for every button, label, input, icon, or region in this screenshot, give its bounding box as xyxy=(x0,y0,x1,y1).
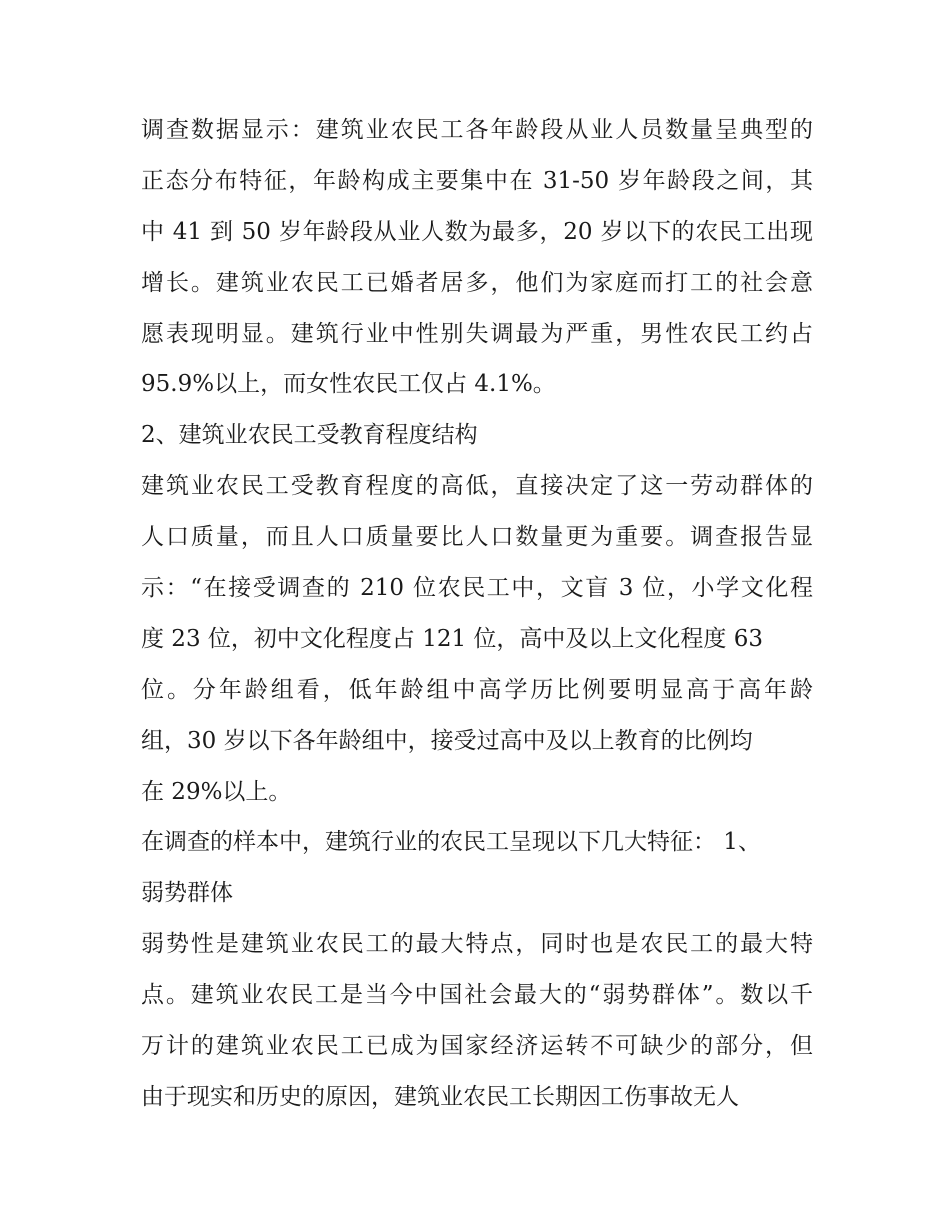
text-line: 组，30 岁以下各年龄组中，接受过高中及以上教育的比例均 xyxy=(141,727,753,754)
document-body xyxy=(141,105,813,1123)
section-heading: 弱势群体 xyxy=(141,880,233,907)
text-line: 建筑业农民工受教育程度的高低，直接决定了这一劳动群体的 xyxy=(141,473,813,500)
text-line: 增长。建筑业农民工已婚者居多，他们为家庭而打工的社会意 xyxy=(141,269,813,296)
text-line: 万计的建筑业农民工已成为国家经济运转不可缺少的部分，但 xyxy=(141,1033,813,1060)
text-line: 由于现实和历史的原因，建筑业农民工长期因工伤事故无人 xyxy=(141,1083,739,1110)
section-heading: 2、建筑业农民工受教育程度结构 xyxy=(141,422,478,449)
text-line: 调查数据显示：建筑业农民工各年龄段从业人员数量呈典型的 xyxy=(141,117,813,143)
text-line: 人口质量，而且人口质量要比人口数量更为重要。调查报告显 xyxy=(141,524,813,551)
text-line: 在 29%以上。 xyxy=(141,778,292,805)
text-line: 中 41 到 50 岁年龄段从业人数为最多，20 岁以下的农民工出现 xyxy=(141,218,813,245)
text-line: 示：“在接受调查的 210 位农民工中，文盲 3 位，小学文化程 xyxy=(141,575,813,602)
text-line: 正态分布特征，年龄构成主要集中在 31-50 岁年龄段之间，其 xyxy=(141,167,813,194)
text-line: 弱势性是建筑业农民工的最大特点，同时也是农民工的最大特 xyxy=(141,931,813,958)
text-line: 度 23 位，初中文化程度占 121 位，高中及以上文化程度 63 xyxy=(141,625,763,652)
text-line: 在调查的样本中，建筑行业的农民工呈现以下几大特征： 1、 xyxy=(141,829,761,856)
text-line: 95.9%以上，而女性农民工仅占 4.1%。 xyxy=(141,371,556,398)
text-line: 愿表现明显。建筑行业中性别失调最为严重，男性农民工约占 xyxy=(141,320,813,347)
text-line: 点。建筑业农民工是当今中国社会最大的“弱势群体”。数以千 xyxy=(141,982,813,1009)
text-line: 位。分年龄组看，低年龄组中高学历比例要明显高于高年龄 xyxy=(141,676,813,703)
